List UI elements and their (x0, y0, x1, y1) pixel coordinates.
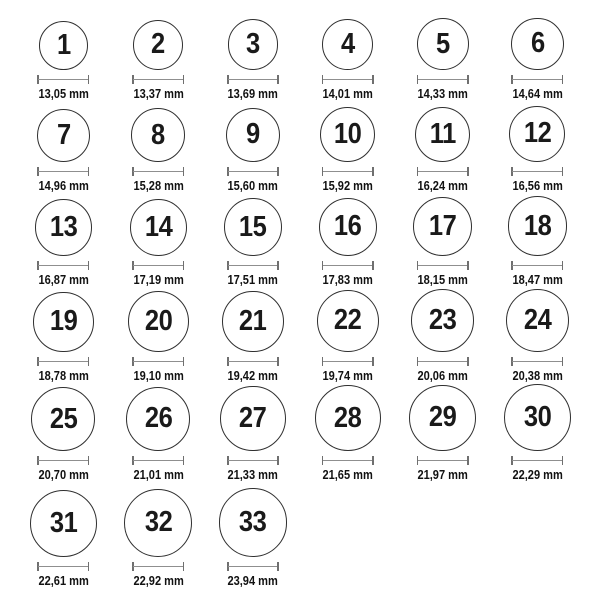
ring-size-cell (16, 101, 111, 193)
diameter-label: 17,19 mm (133, 272, 184, 287)
diameter-label: 19,74 mm (322, 368, 373, 383)
diameter-dimension-line (132, 562, 184, 571)
diameter-dimension-line (322, 261, 374, 270)
dimension-tick-right-icon (467, 456, 469, 465)
diameter-dimension-line (227, 357, 279, 366)
ring-size-cell (395, 12, 490, 101)
diameter-label: 18,78 mm (38, 368, 89, 383)
dimension-bar (228, 171, 278, 173)
ring-size-number: 8 (151, 118, 166, 151)
diameter-label: 22,92 mm (133, 573, 184, 588)
dimension-tick-right-icon (88, 167, 90, 176)
diameter-dimension-line (37, 456, 89, 465)
ring-size-cell (395, 193, 490, 287)
diameter-label: 20,70 mm (38, 467, 89, 482)
diameter-label: 23,94 mm (227, 573, 279, 588)
diameter-dimension-line (417, 357, 469, 366)
ring-size-number: 3 (246, 28, 260, 61)
ring-size-number: 27 (239, 401, 267, 434)
dimension-tick-right-icon (88, 456, 90, 465)
diameter-dimension-line (322, 75, 374, 84)
dimension-bar (512, 361, 562, 363)
dimension-bar (512, 265, 562, 267)
dimension-bar (228, 566, 278, 568)
dimension-tick-right-icon (372, 456, 374, 465)
diameter-dimension-line (132, 75, 184, 84)
dimension-bar (323, 361, 373, 363)
ring-circle (417, 18, 469, 70)
ring-size-cell (16, 287, 111, 383)
dimension-tick-right-icon (88, 261, 90, 270)
ring-size-number: 1 (56, 28, 71, 61)
ring-size-number: 33 (239, 506, 267, 539)
dimension-tick-right-icon (562, 357, 564, 366)
chart-row (16, 383, 600, 482)
ring-circle (30, 490, 98, 558)
ring-size-cell (111, 287, 206, 383)
dimension-bar (323, 171, 373, 173)
dimension-tick-right-icon (183, 357, 185, 366)
ring-size-number: 30 (523, 401, 552, 434)
dimension-bar (38, 361, 88, 363)
diameter-dimension-line (227, 75, 279, 84)
dimension-bar (133, 265, 183, 267)
dimension-bar (38, 265, 88, 267)
chart-row (16, 101, 600, 193)
diameter-label: 22,61 mm (38, 573, 89, 588)
dimension-tick-right-icon (467, 75, 469, 84)
dimension-bar (38, 566, 88, 568)
ring-circle (31, 387, 95, 451)
ring-size-number: 16 (334, 210, 362, 243)
chart-row (16, 12, 600, 101)
ring-circle (315, 385, 381, 451)
ring-circle (322, 19, 373, 70)
dimension-tick-right-icon (183, 562, 185, 571)
diameter-label: 14,96 mm (38, 178, 89, 193)
dimension-tick-right-icon (277, 456, 279, 465)
ring-size-number: 19 (49, 305, 78, 338)
ring-size-number: 20 (144, 305, 172, 338)
ring-size-cell (300, 383, 395, 482)
diameter-label: 15,28 mm (133, 178, 184, 193)
diameter-dimension-line (511, 75, 563, 84)
diameter-label: 21,01 mm (133, 467, 184, 482)
ring-circle (33, 292, 93, 352)
ring-size-number: 25 (49, 402, 78, 435)
ring-size-number: 17 (428, 209, 457, 242)
diameter-dimension-line (511, 456, 563, 465)
ring-size-number: 32 (144, 506, 172, 539)
dimension-bar (228, 361, 278, 363)
ring-size-number: 10 (334, 118, 362, 151)
diameter-dimension-line (37, 75, 89, 84)
dimension-tick-right-icon (372, 261, 374, 270)
diameter-dimension-line (511, 261, 563, 270)
dimension-bar (512, 460, 562, 462)
ring-circle (504, 384, 571, 451)
dimension-tick-right-icon (562, 456, 564, 465)
ring-size-cell (206, 383, 301, 482)
diameter-dimension-line (227, 167, 279, 176)
dimension-tick-right-icon (467, 261, 469, 270)
diameter-dimension-line (322, 357, 374, 366)
dimension-tick-right-icon (183, 167, 185, 176)
diameter-label: 20,38 mm (512, 368, 563, 383)
ring-size-number: 31 (49, 506, 78, 539)
ring-circle (39, 21, 89, 71)
dimension-tick-right-icon (277, 167, 279, 176)
dimension-tick-right-icon (467, 167, 469, 176)
dimension-bar (323, 265, 373, 267)
dimension-tick-right-icon (372, 75, 374, 84)
ring-size-cell (111, 383, 206, 482)
ring-size-cell (206, 287, 301, 383)
ring-size-number: 7 (56, 118, 71, 151)
diameter-dimension-line (417, 167, 469, 176)
diameter-dimension-line (37, 261, 89, 270)
dimension-bar (418, 171, 468, 173)
ring-circle (124, 489, 192, 557)
diameter-label: 13,37 mm (133, 86, 184, 101)
dimension-bar (418, 460, 468, 462)
ring-circle (320, 107, 375, 162)
diameter-label: 19,10 mm (133, 368, 184, 383)
ring-size-number: 6 (530, 27, 545, 60)
dimension-tick-right-icon (277, 75, 279, 84)
ring-size-number: 22 (334, 304, 362, 337)
diameter-dimension-line (37, 357, 89, 366)
ring-circle (409, 385, 475, 451)
chart-row (16, 287, 600, 383)
dimension-bar (133, 460, 183, 462)
diameter-label: 15,60 mm (227, 178, 279, 193)
ring-size-number: 14 (144, 210, 172, 243)
ring-size-cell (490, 12, 585, 101)
ring-circle (130, 199, 187, 256)
dimension-bar (418, 265, 468, 267)
dimension-bar (38, 460, 88, 462)
dimension-bar (323, 79, 373, 81)
ring-circle (131, 108, 185, 162)
ring-size-cell (395, 383, 490, 482)
dimension-tick-right-icon (277, 357, 279, 366)
diameter-label: 21,33 mm (227, 467, 279, 482)
dimension-tick-right-icon (372, 167, 374, 176)
diameter-dimension-line (227, 456, 279, 465)
ring-circle (228, 19, 279, 70)
diameter-dimension-line (227, 261, 279, 270)
diameter-label: 22,29 mm (512, 467, 563, 482)
dimension-tick-right-icon (88, 562, 90, 571)
diameter-label: 16,56 mm (512, 178, 563, 193)
dimension-bar (512, 171, 562, 173)
ring-size-cell (395, 101, 490, 193)
ring-size-cell (206, 12, 301, 101)
diameter-label: 20,06 mm (417, 368, 468, 383)
diameter-label: 18,15 mm (417, 272, 468, 287)
dimension-bar (228, 460, 278, 462)
ring-size-cell (490, 287, 585, 383)
ring-size-number: 26 (144, 402, 172, 435)
ring-size-cell (206, 482, 301, 588)
dimension-bar (228, 79, 278, 81)
diameter-dimension-line (132, 357, 184, 366)
diameter-dimension-line (227, 562, 279, 571)
dimension-tick-right-icon (277, 562, 279, 571)
ring-circle (126, 387, 191, 452)
diameter-dimension-line (37, 562, 89, 571)
diameter-label: 19,42 mm (227, 368, 279, 383)
ring-size-number: 9 (246, 118, 260, 151)
ring-circle (319, 198, 378, 257)
dimension-bar (133, 361, 183, 363)
ring-size-cell (300, 287, 395, 383)
ring-size-cell (111, 12, 206, 101)
diameter-label: 14,33 mm (417, 86, 468, 101)
diameter-label: 15,92 mm (322, 178, 373, 193)
dimension-tick-right-icon (562, 167, 564, 176)
dimension-tick-right-icon (467, 357, 469, 366)
ring-size-cell (16, 12, 111, 101)
ring-size-number: 24 (523, 303, 552, 336)
ring-size-number: 28 (334, 401, 362, 434)
ring-circle (317, 290, 379, 352)
ring-circle (37, 109, 90, 162)
ring-size-cell (300, 12, 395, 101)
chart-row (16, 482, 600, 588)
ring-circle (222, 291, 284, 353)
dimension-bar (323, 460, 373, 462)
ring-circle (511, 18, 564, 71)
diameter-label: 21,65 mm (322, 467, 373, 482)
ring-size-number: 11 (429, 117, 456, 150)
ring-size-cell (300, 193, 395, 287)
diameter-label: 13,69 mm (227, 86, 279, 101)
ring-circle (413, 197, 472, 256)
diameter-dimension-line (511, 357, 563, 366)
ring-circle (509, 106, 565, 162)
dimension-tick-right-icon (562, 261, 564, 270)
ring-size-number: 2 (151, 28, 166, 61)
ring-size-cell (490, 193, 585, 287)
ring-size-cell (490, 383, 585, 482)
diameter-dimension-line (511, 167, 563, 176)
ring-circle (508, 196, 568, 256)
dimension-bar (228, 265, 278, 267)
diameter-label: 14,64 mm (512, 86, 563, 101)
ring-size-cell (111, 101, 206, 193)
diameter-label: 14,01 mm (322, 86, 373, 101)
ring-circle (506, 289, 569, 352)
ring-circle (226, 108, 280, 162)
ring-circle (35, 199, 92, 256)
dimension-bar (512, 79, 562, 81)
ring-size-cell (206, 193, 301, 287)
ring-size-number: 18 (523, 209, 552, 242)
dimension-tick-right-icon (88, 75, 90, 84)
diameter-label: 16,87 mm (38, 272, 89, 287)
dimension-tick-right-icon (183, 261, 185, 270)
ring-size-cell (490, 101, 585, 193)
diameter-label: 13,05 mm (38, 86, 89, 101)
ring-size-cell (16, 482, 111, 588)
diameter-dimension-line (37, 167, 89, 176)
dimension-tick-right-icon (88, 357, 90, 366)
dimension-tick-right-icon (183, 75, 185, 84)
ring-size-number: 5 (435, 27, 450, 60)
diameter-label: 17,51 mm (227, 272, 279, 287)
ring-size-cell (16, 193, 111, 287)
dimension-bar (38, 79, 88, 81)
ring-size-cell (395, 287, 490, 383)
diameter-dimension-line (322, 456, 374, 465)
ring-circle (224, 198, 282, 256)
diameter-dimension-line (132, 456, 184, 465)
diameter-dimension-line (417, 75, 469, 84)
dimension-tick-right-icon (562, 75, 564, 84)
ring-size-number: 13 (49, 211, 78, 244)
ring-size-number: 29 (428, 401, 457, 434)
ring-size-cell (111, 482, 206, 588)
diameter-label: 18,47 mm (512, 272, 563, 287)
ring-circle (415, 107, 471, 163)
ring-circle (128, 291, 189, 352)
ring-circle (411, 289, 474, 352)
dimension-tick-right-icon (183, 456, 185, 465)
dimension-bar (133, 566, 183, 568)
ring-size-number: 4 (340, 27, 355, 60)
diameter-dimension-line (417, 456, 469, 465)
diameter-dimension-line (322, 167, 374, 176)
dimension-tick-right-icon (277, 261, 279, 270)
ring-size-cell (300, 101, 395, 193)
diameter-dimension-line (132, 261, 184, 270)
dimension-bar (418, 361, 468, 363)
ring-circle (219, 488, 288, 557)
diameter-dimension-line (417, 261, 469, 270)
diameter-label: 16,24 mm (417, 178, 468, 193)
ring-size-number: 23 (428, 304, 457, 337)
dimension-tick-right-icon (372, 357, 374, 366)
dimension-bar (133, 171, 183, 173)
ring-size-cell (111, 193, 206, 287)
diameter-label: 21,97 mm (417, 467, 468, 482)
dimension-bar (133, 79, 183, 81)
diameter-label: 17,83 mm (322, 272, 373, 287)
ring-circle (220, 386, 285, 451)
ring-size-number: 12 (523, 117, 552, 150)
ring-size-cell (16, 383, 111, 482)
dimension-bar (418, 79, 468, 81)
ring-size-number: 21 (239, 304, 267, 337)
diameter-dimension-line (132, 167, 184, 176)
dimension-bar (38, 171, 88, 173)
ring-circle (133, 20, 183, 70)
ring-size-cell (206, 101, 301, 193)
ring-size-number: 15 (239, 210, 267, 243)
chart-row (16, 193, 600, 287)
